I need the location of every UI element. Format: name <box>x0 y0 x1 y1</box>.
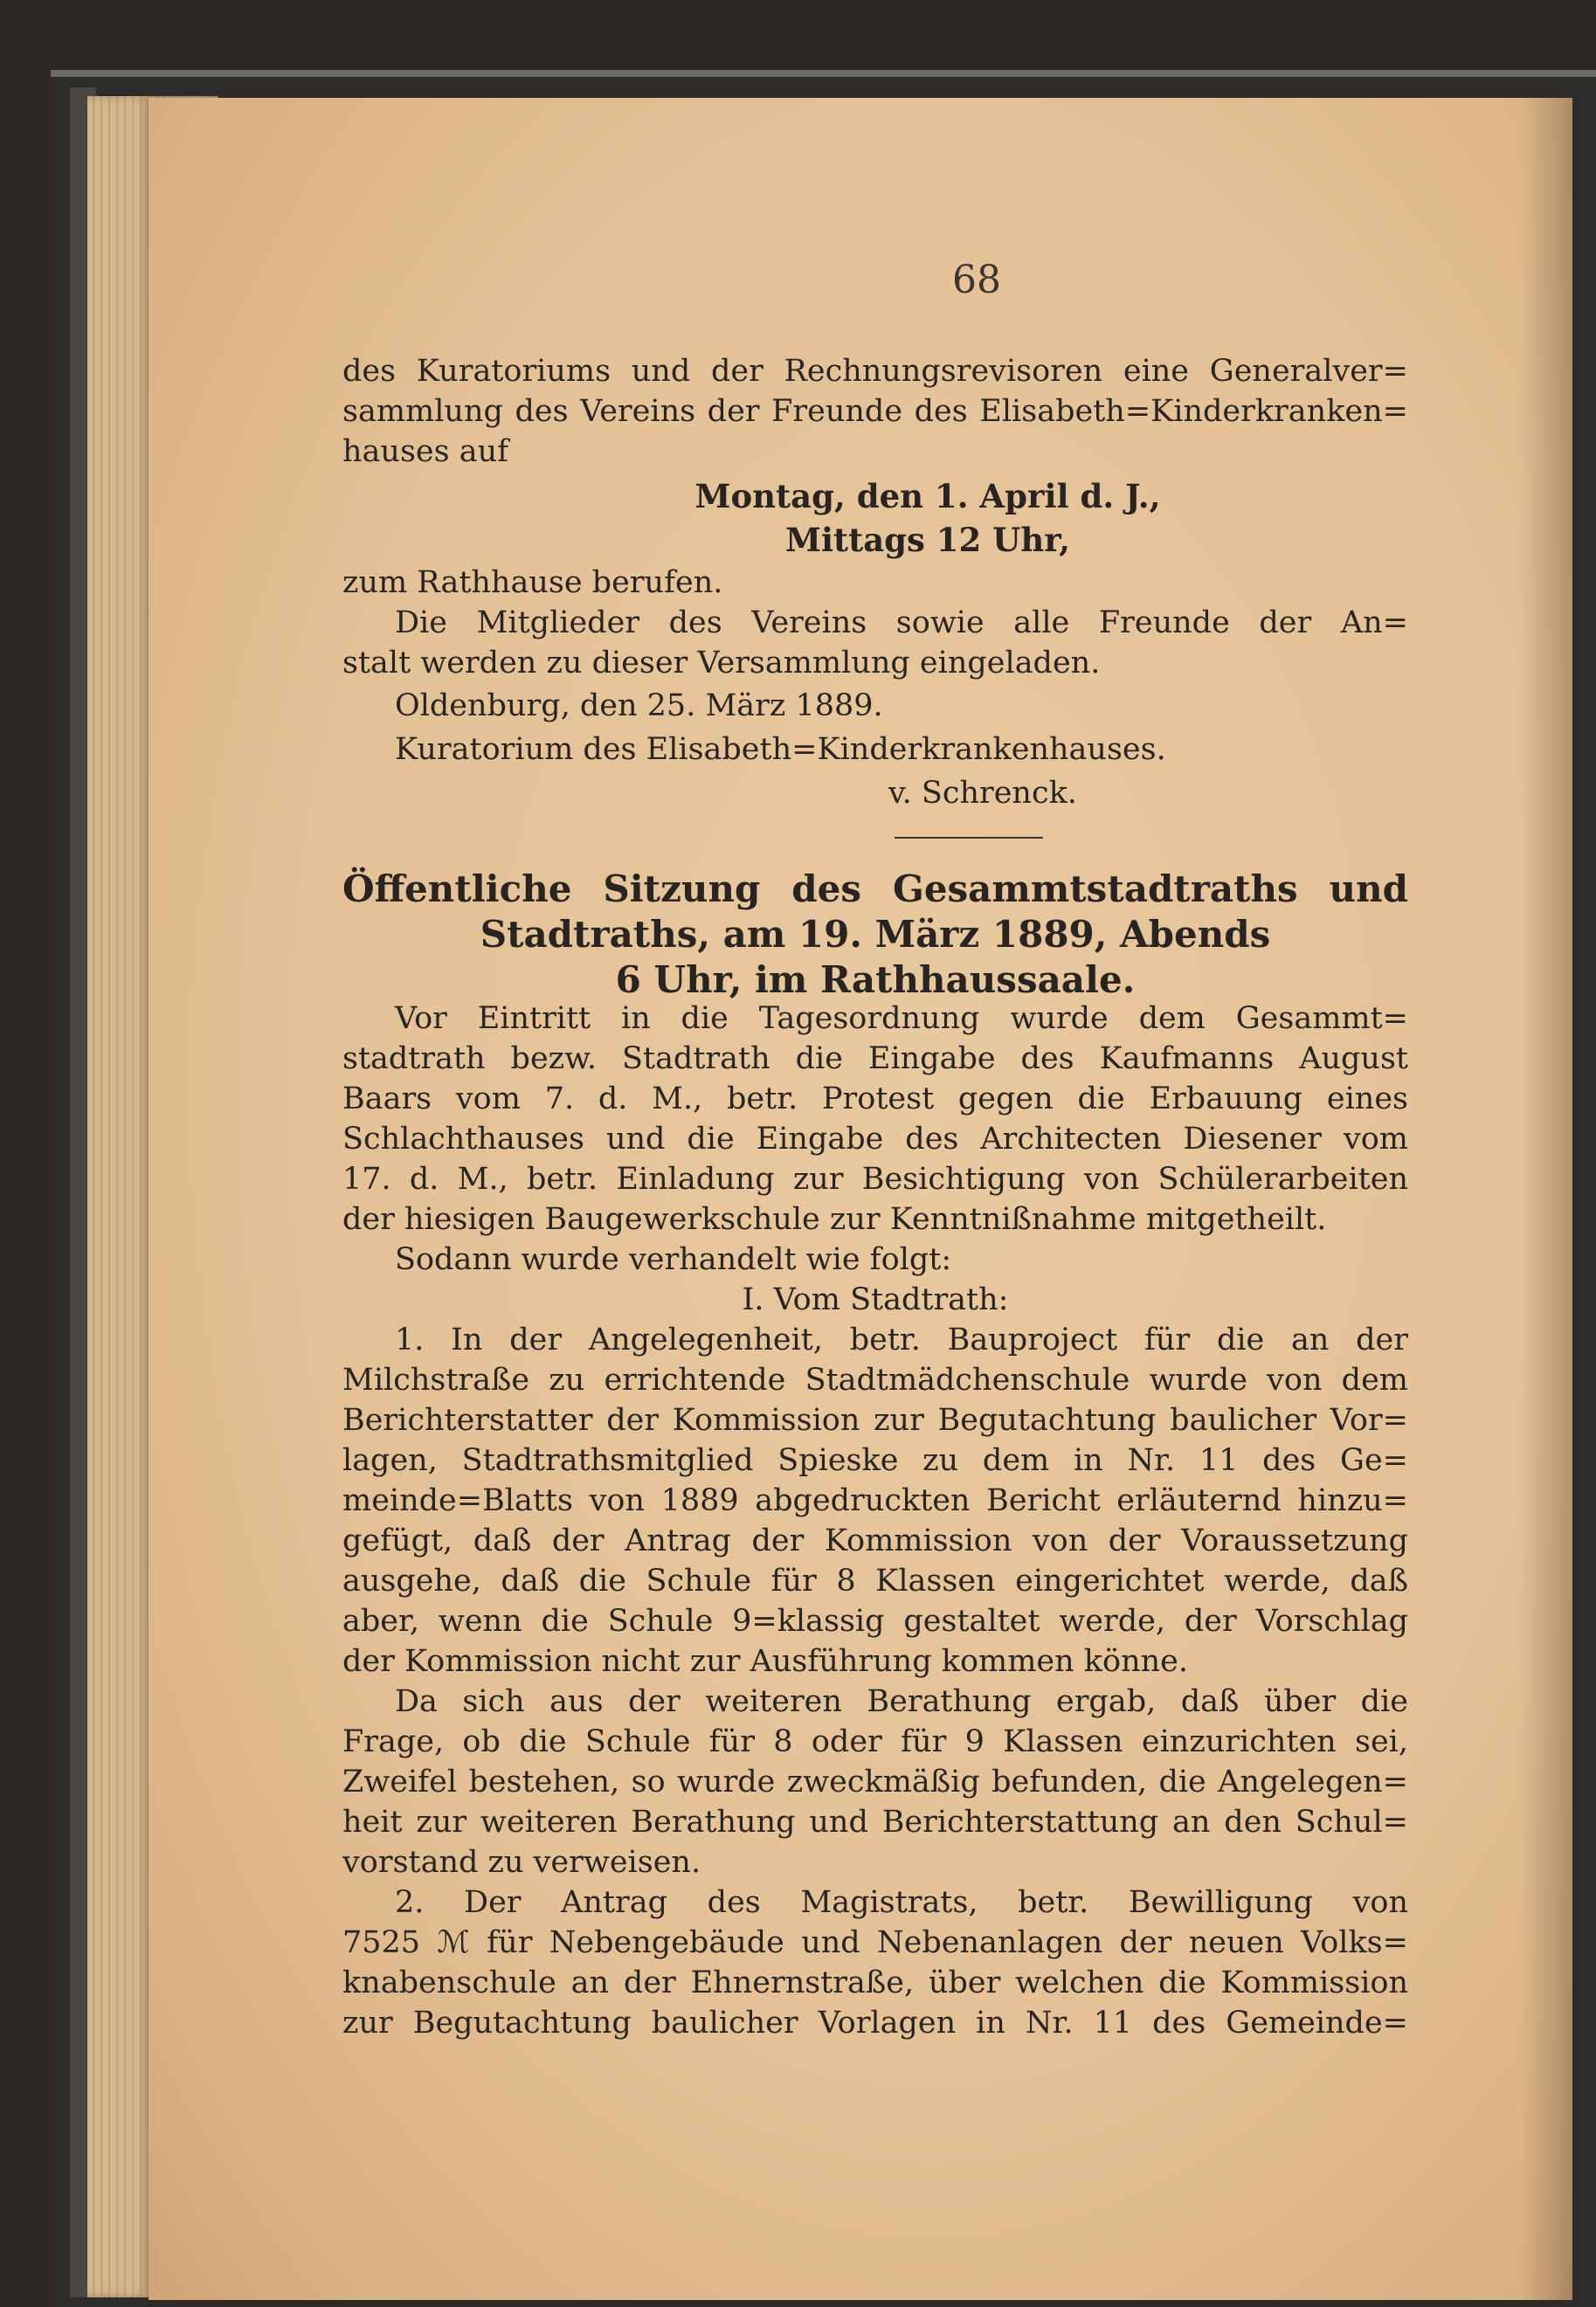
text-line: Die Mitglieder des Vereins sowie alle Freunde der An= <box>395 605 1408 640</box>
text-line: des Kuratoriums und der Rechnungsrevisoren eine Generalver= <box>342 354 1408 389</box>
signature-organization: Kuratorium des Elisabeth=Kinderkrankenhauses. <box>395 732 1166 767</box>
text-line: Milchstraße zu errichtende Stadtmädchenschule wurde von dem <box>342 1363 1408 1398</box>
text-line: zum Rathhause berufen. <box>342 565 723 600</box>
place-date: Oldenburg, den 25. März 1889. <box>395 688 883 723</box>
text-line: 7525 ℳ für Nebengebäude und Nebenanlagen der neuen Volks= <box>342 1925 1408 1960</box>
section-title: I. Vom Stadtrath: <box>742 1282 1009 1317</box>
section-divider <box>895 837 1043 839</box>
text-line: knabenschule an der Ehnernstraße, über welchen die Kommission <box>342 1965 1408 2000</box>
text-line: gefügt, daß der Antrag der Kommission von der Voraussetzung <box>342 1523 1408 1558</box>
text-line: aber, wenn die Schule 9=klassig gestaltet werde, der Vorschlag <box>342 1604 1408 1639</box>
page-number: 68 <box>952 258 1001 302</box>
text-line: zur Begutachtung baulicher Vorlagen in Nr. 11 des Gemeinde= <box>342 2006 1408 2041</box>
text-line: Da sich aus der weiteren Berathung ergab, daß über die <box>395 1684 1408 1719</box>
text-line: heit zur weiteren Berathung und Berichterstattung an den Schul= <box>342 1805 1408 1840</box>
text-line: vorstand zu verweisen. <box>342 1845 701 1880</box>
text-line: 1. In der Angelegenheit, betr. Bauproject für die an der <box>395 1323 1408 1357</box>
text-line: Baars vom 7. d. M., betr. Protest gegen die Erbauung eines <box>342 1081 1408 1116</box>
text-line: Schlachthauses und die Eingabe des Architecten Diesener vom <box>342 1122 1408 1157</box>
text-line: stalt werden zu dieser Versammlung eingeladen. <box>342 646 1101 680</box>
text-line: sammlung des Vereins der Freunde des Elisabeth=Kinderkranken= <box>342 394 1408 429</box>
text-line: Vor Eintritt in die Tagesordnung wurde dem Gesammt= <box>395 1001 1408 1036</box>
text-line: ausgehe, daß die Schule für 8 Klassen eingerichtet werde, daß <box>342 1564 1408 1599</box>
meeting-date: Montag, den 1. April d. J., <box>694 477 1161 515</box>
meeting-time: Mittags 12 Uhr, <box>785 521 1070 559</box>
text-line: lagen, Stadtrathsmitglied Spieske zu dem in Nr. 11 des Ge= <box>342 1443 1408 1478</box>
text-line: Zweifel bestehen, so wurde zweckmäßig befunden, die Angelegen= <box>342 1765 1408 1799</box>
heading-line: 6 Uhr, im Rathhaussaale. <box>615 958 1136 1001</box>
text-line: Berichterstatter der Kommission zur Begutachtung baulicher Vor= <box>342 1403 1408 1438</box>
text-line: Sodann wurde verhandelt wie folgt: <box>395 1242 952 1277</box>
heading-line: Stadtraths, am 19. März 1889, Abends <box>480 913 1271 956</box>
heading-line: Öffentliche Sitzung des Gesammtstadtraths und <box>342 867 1408 910</box>
text-line: der Kommission nicht zur Ausführung kommen könne. <box>342 1644 1188 1679</box>
spine-shadow <box>1520 98 1572 2300</box>
text-line: 2. Der Antrag des Magistrats, betr. Bewilligung von <box>395 1885 1408 1920</box>
text-line: meinde=Blatts von 1889 abgedruckten Bericht erläuternd hinzu= <box>342 1483 1408 1518</box>
text-line: der hiesigen Baugewerkschule zur Kenntnißnahme mitgetheilt. <box>342 1202 1327 1237</box>
text-line: Frage, ob die Schule für 8 oder für 9 Klassen einzurichten sei, <box>342 1724 1408 1759</box>
text-line: hauses auf <box>342 434 509 469</box>
signature-name: v. Schrenck. <box>888 776 1077 811</box>
text-line: stadtrath bezw. Stadtrath die Eingabe des Kaufmanns August <box>342 1041 1408 1076</box>
text-line: 17. d. M., betr. Einladung zur Besichtigung von Schülerarbeiten <box>342 1162 1408 1197</box>
